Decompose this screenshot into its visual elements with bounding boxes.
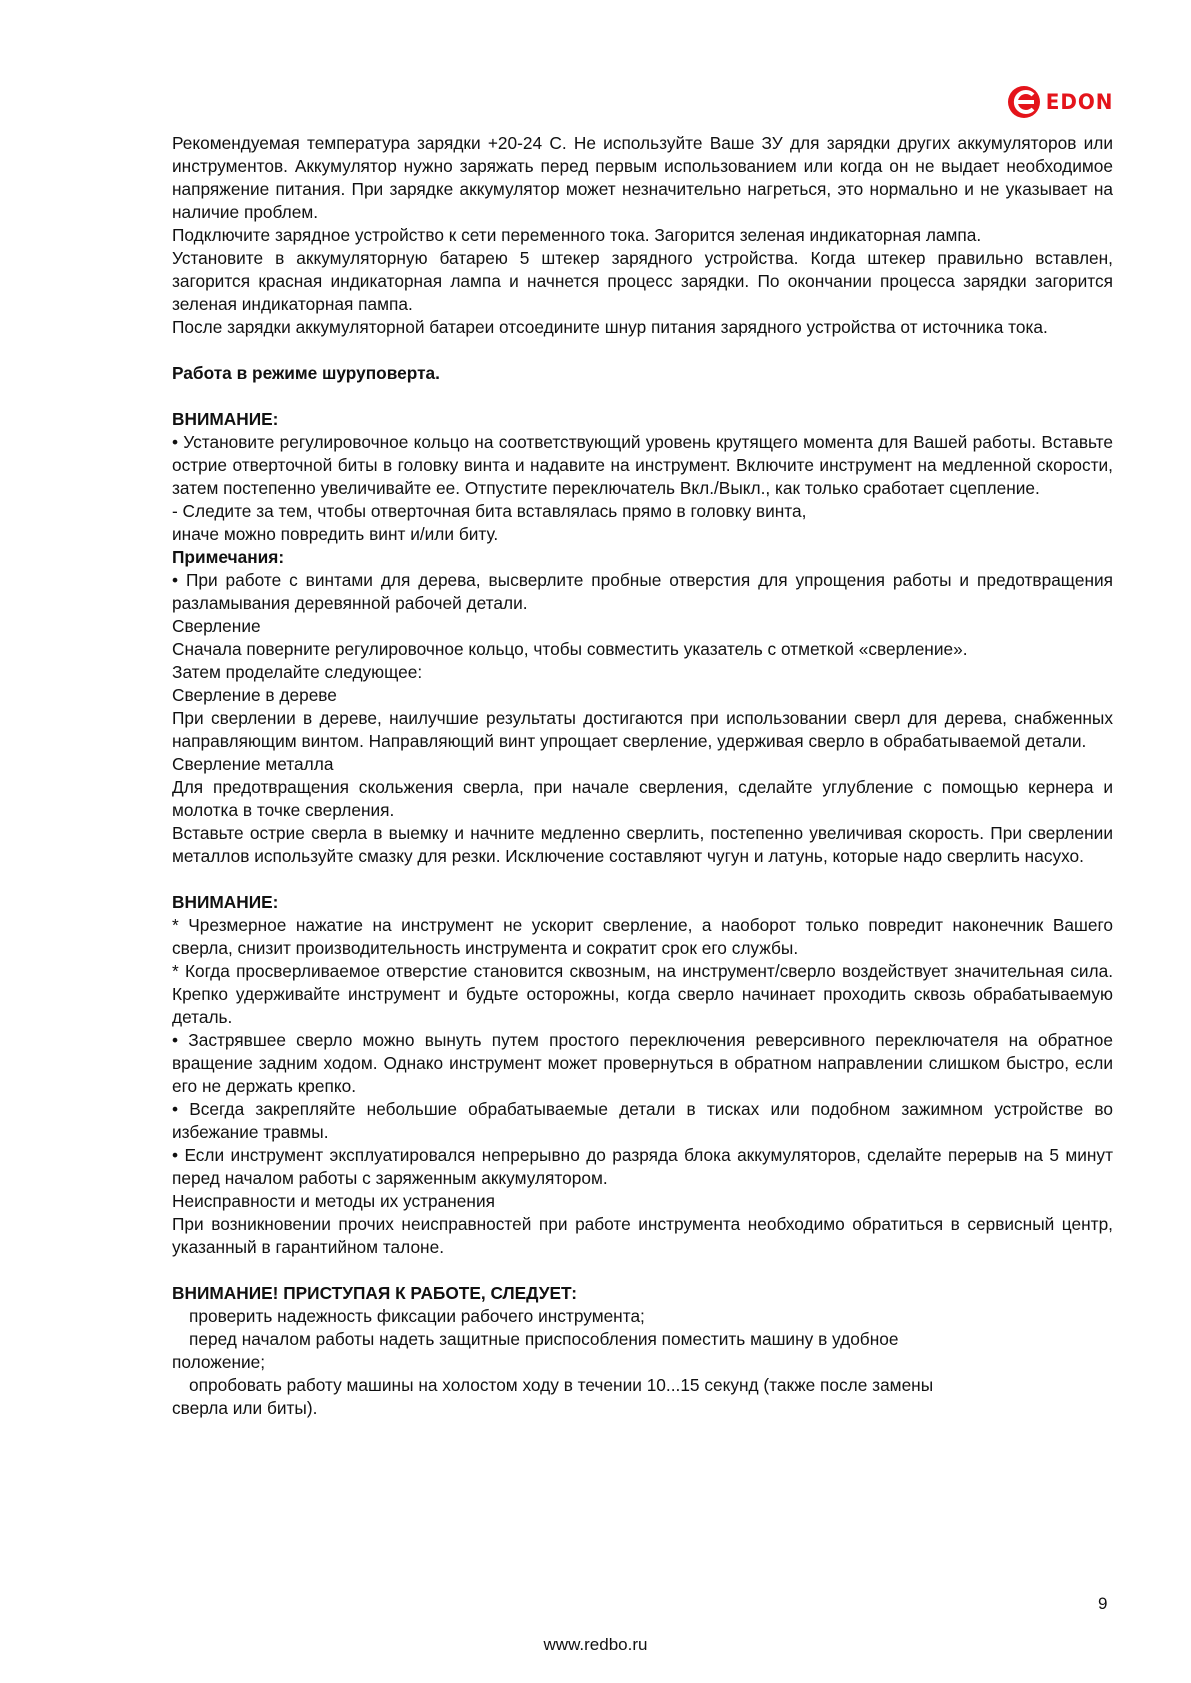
warning-heading: ВНИМАНИЕ: <box>172 892 279 912</box>
list-item: перед началом работы надеть защитные приспособления поместить машину в удобное <box>189 1329 899 1349</box>
list-item: проверить надежность фиксации рабочего инструмента; <box>189 1306 645 1326</box>
list-item-continuation: сверла или биты). <box>172 1398 318 1418</box>
spacer <box>172 339 1113 362</box>
warning-heading: ВНИМАНИЕ: <box>172 409 279 429</box>
list-item: опробовать работу машины на холостом ходу в течении 10...15 секунд (также после замены <box>189 1375 934 1395</box>
brand-logo <box>1007 85 1115 119</box>
paragraph: • Если инструмент эксплуатировался непрерывно до разряда блока аккумуляторов, сделайте перерыв на 5 минут перед началом работы с заряженным аккумулятором. <box>172 1145 1113 1188</box>
paragraph: Подключите зарядное устройство к сети переменного тока. Загорится зеленая индикаторная лампа. <box>172 225 982 245</box>
paragraph: Затем проделайте следующее: <box>172 662 423 682</box>
spacer <box>172 385 1113 408</box>
paragraph: Рекомендуемая температура зарядки +20-24 С. Не используйте Ваше ЗУ для зарядки других аккумуляторов или инструментов. Аккумулятор нужно заряжать перед первым использованием или когда он не выдает необходимое напряжение питания. При зарядке аккумулятор может незначительно нагреться, это нормально и не указывает на наличие проблем. <box>172 133 1113 222</box>
paragraph: • Установите регулировочное кольцо на соответствующий уровень крутящего момента для Вашей работы. Вставьте острие отверточной биты в головку винта и надавите на инструмент. Включите инструмент на медленной скорости, затем постепенно увеличивайте ее. Отпустите переключатель Вкл./Выкл., как только сработает сцепление. <box>172 432 1113 498</box>
paragraph: * Когда просверливаемое отверстие становится сквозным, на инструмент/сверло воздействует значительная сила. Крепко удерживайте инструмент и будьте осторожны, когда сверло начинает проходить сквозь обрабатываемую деталь. <box>172 961 1113 1027</box>
subheading: Неисправности и методы их устранения <box>172 1191 495 1211</box>
paragraph: * Чрезмерное нажатие на инструмент не ускорит сверление, а наоборот только повредит наконечник Вашего сверла, снизит производительность инструмента и сократит срок его службы. <box>172 915 1113 958</box>
subheading: Сверление металла <box>172 754 334 774</box>
paragraph: Для предотвращения скольжения сверла, при начале сверления, сделайте углубление с помощью кернера и молотка в точке сверления. <box>172 777 1113 820</box>
spacer <box>172 1259 1113 1282</box>
spacer <box>172 868 1113 891</box>
paragraph: Сначала поверните регулировочное кольцо, чтобы совместить указатель с отметкой «сверление». <box>172 639 968 659</box>
footer-url: www.redbo.ru <box>543 1635 648 1654</box>
page-number: 9 <box>1098 1594 1108 1613</box>
paragraph: • Застрявшее сверло можно вынуть путем простого переключения реверсивного переключателя на обратное вращение задним ходом. Однако инструмент может провернуться в обратном направлении слишком быстро, если его не держать крепко. <box>172 1030 1113 1096</box>
section-heading: Работа в режиме шуруповерта. <box>172 363 440 383</box>
paragraph: После зарядки аккумуляторной батареи отсоедините шнур питания зарядного устройства от источника тока. <box>172 317 1048 337</box>
document-body <box>172 132 1113 1420</box>
paragraph: Вставьте острие сверла в выемку и начните медленно сверлить, постепенно увеличивая скорость. При сверлении металлов используйте смазку для резки. Исключение составляют чугун и латунь, которые надо сверлить насухо. <box>172 823 1113 866</box>
paragraph: • При работе с винтами для дерева, высверлите пробные отверстия для упрощения работы и предотвращения разламывания деревянной рабочей детали. <box>172 570 1113 613</box>
paragraph: • Всегда закрепляйте небольшие обрабатываемые детали в тисках или подобном зажимном устройстве во избежание травмы. <box>172 1099 1113 1142</box>
logo-emblem-icon <box>1007 85 1041 119</box>
logo-wordmark: EDON <box>1045 90 1114 114</box>
paragraph: - Следите за тем, чтобы отверточная бита вставлялась прямо в головку винта, <box>172 501 807 521</box>
notes-heading: Примечания: <box>172 547 285 567</box>
list-item-continuation: положение; <box>172 1352 266 1372</box>
paragraph: При возникновении прочих неисправностей при работе инструмента необходимо обратиться в сервисный центр, указанный в гарантийном талоне. <box>172 1214 1113 1257</box>
warning-heading: ВНИМАНИЕ! ПРИСТУПАЯ К РАБОТЕ, СЛЕДУЕТ: <box>172 1283 578 1303</box>
subheading: Сверление в дереве <box>172 685 337 705</box>
subheading: Сверление <box>172 616 261 636</box>
paragraph: При сверлении в дереве, наилучшие результаты достигаются при использовании сверл для дерева, снабженных направляющим винтом. Направляющий винт упрощает сверление, удерживая сверло в обрабатываемой детали. <box>172 708 1113 751</box>
paragraph: иначе можно повредить винт и/или биту. <box>172 524 499 544</box>
paragraph: Установите в аккумуляторную батарею 5 штекер зарядного устройства. Когда штекер правильно вставлен, загорится красная индикаторная лампа и начнется процесс зарядки. По окончании процесса зарядки загорится зеленая индикаторная пампа. <box>172 248 1113 314</box>
